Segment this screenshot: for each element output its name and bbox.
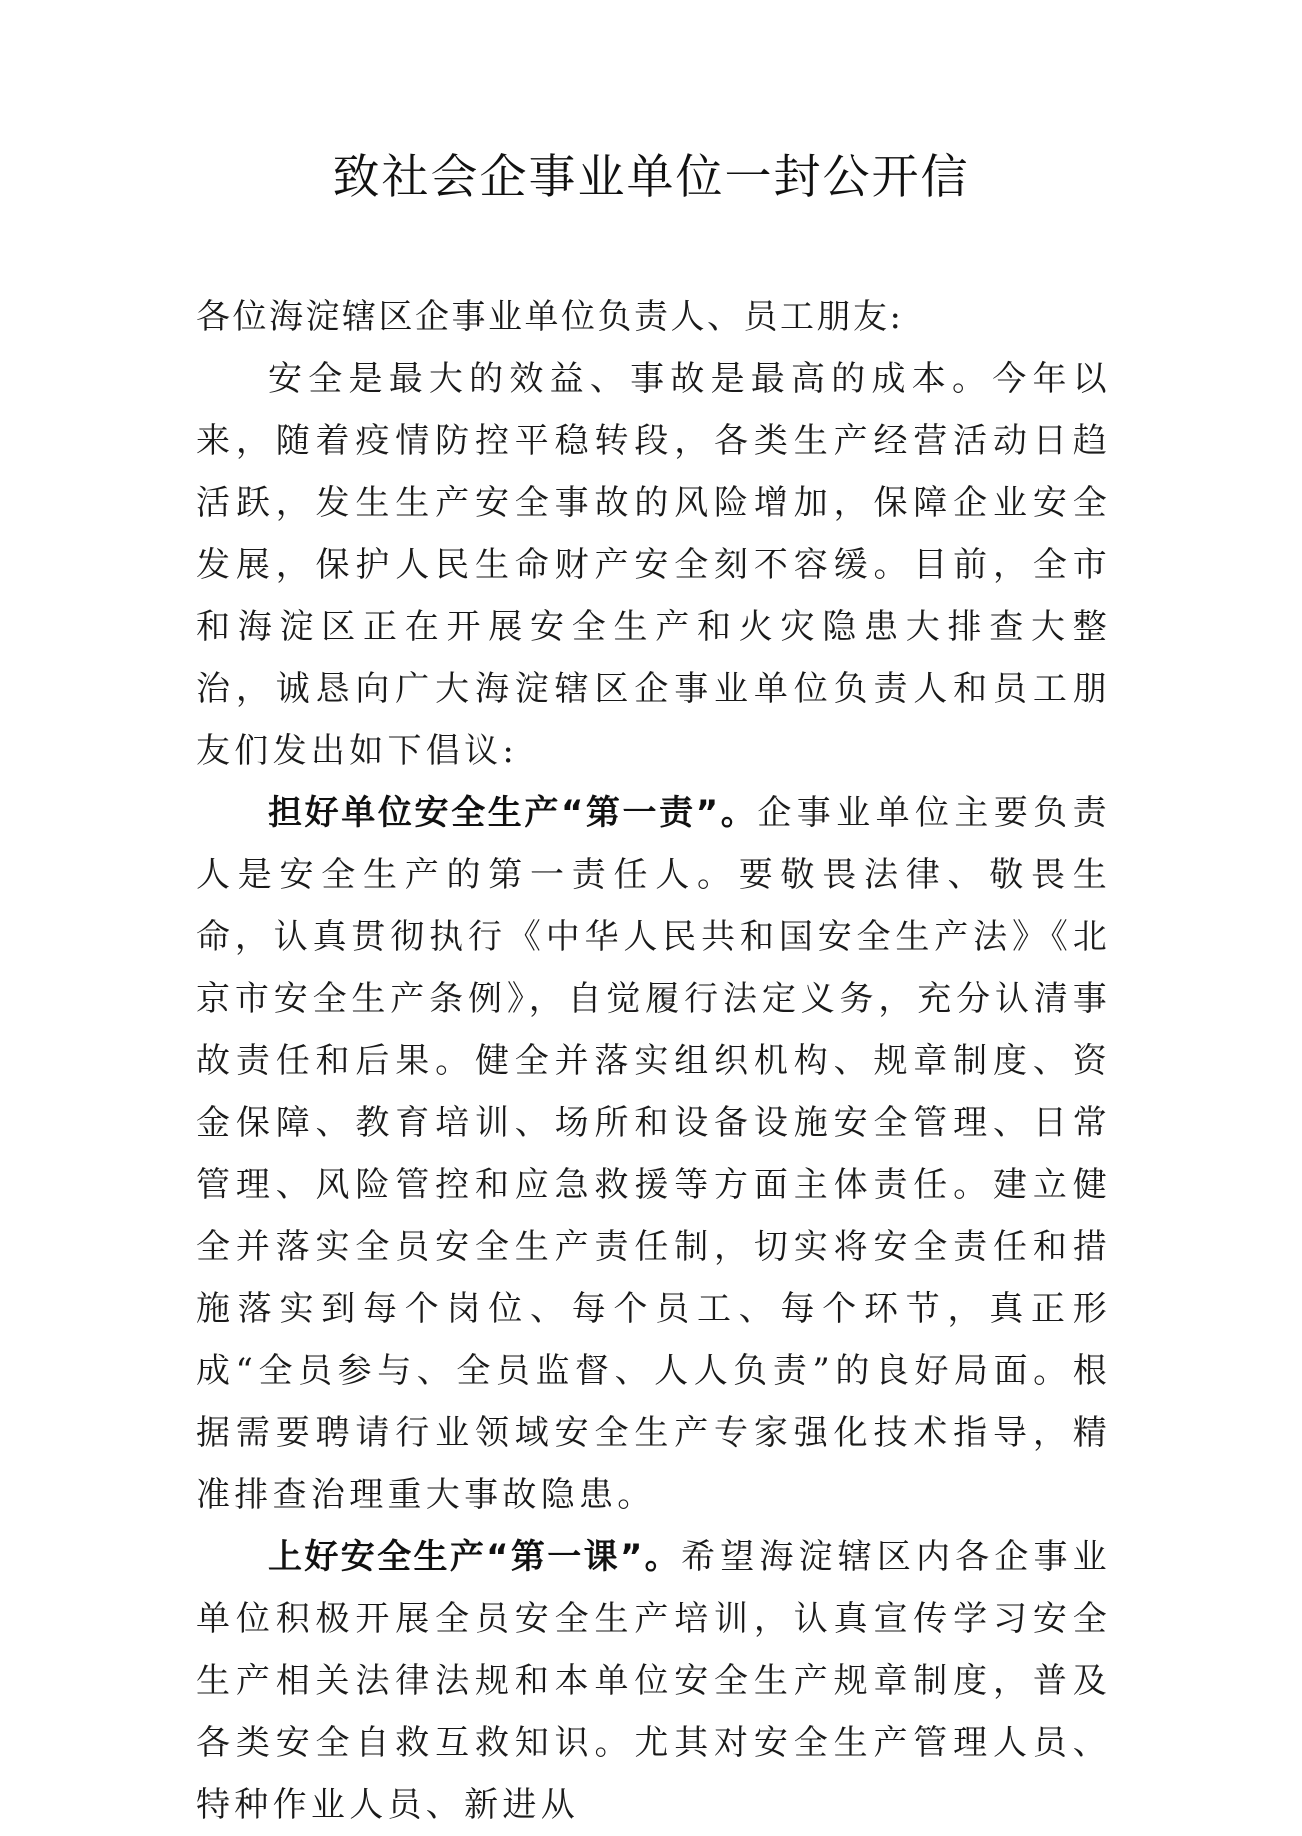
paragraph-text: 安全是最大的效益、事故是最高的成本。今年以来，随着疫情防控平稳转段，各类生产经营活动日趋活跃，发生生产安全事故的风险增加，保障企业安全发展，保护人民生命财产安全刻不容缓。目前，全市和海淀区正在开展安全生产和火灾隐患大排查大整治，诚恳向广大海淀辖区企事业单位负责人和员工朋友们发出如下倡议: (196, 359, 1111, 771)
paragraph-text: 企事业单位主要负责人是安全生产的第一责任人。要敬畏法律、敬畏生命，认真贯彻执行《中华人民共和国安全生产法》《北京市安全生产条例》，自觉履行法定义务，充分认清事故责任和后果。健全并落实组织机构、规章制度、资金保障、教育培训、场所和设备设施安全管理、日常管理、风险管控和应急救援等方面主体责任。建立健全并落实全员安全生产责任制，切实将安全责任和措施落实到每个岗位、每个员工、每个环节，真正形成“全员参与、全员监督、人人负责”的良好局面。根据需要聘请行业领域安全生产专家强化技术指导，精准排查治理重大事故隐患。 (196, 793, 1111, 1515)
letter-body (196, 286, 1111, 1836)
paragraph-heading: 担好单位安全生产“第一责”。 (268, 793, 758, 833)
paragraph-first-responsibility (196, 782, 1111, 1526)
paragraph-text: 希望海淀辖区内各企事业单位积极开展全员安全生产培训，认真宣传学习安全生产相关法律法规和本单位安全生产规章制度，普及各类安全自救互救知识。尤其对安全生产管理人员、特种作业人员、新进从 (196, 1537, 1111, 1825)
paragraph-intro (196, 348, 1111, 782)
paragraph-first-lesson (196, 1526, 1111, 1836)
paragraph-heading: 上好安全生产“第一课”。 (268, 1537, 682, 1577)
document-title: 致社会企事业单位一封公开信 (332, 150, 970, 205)
salutation: 各位海淀辖区企事业单位负责人、员工朋友: (196, 297, 904, 337)
